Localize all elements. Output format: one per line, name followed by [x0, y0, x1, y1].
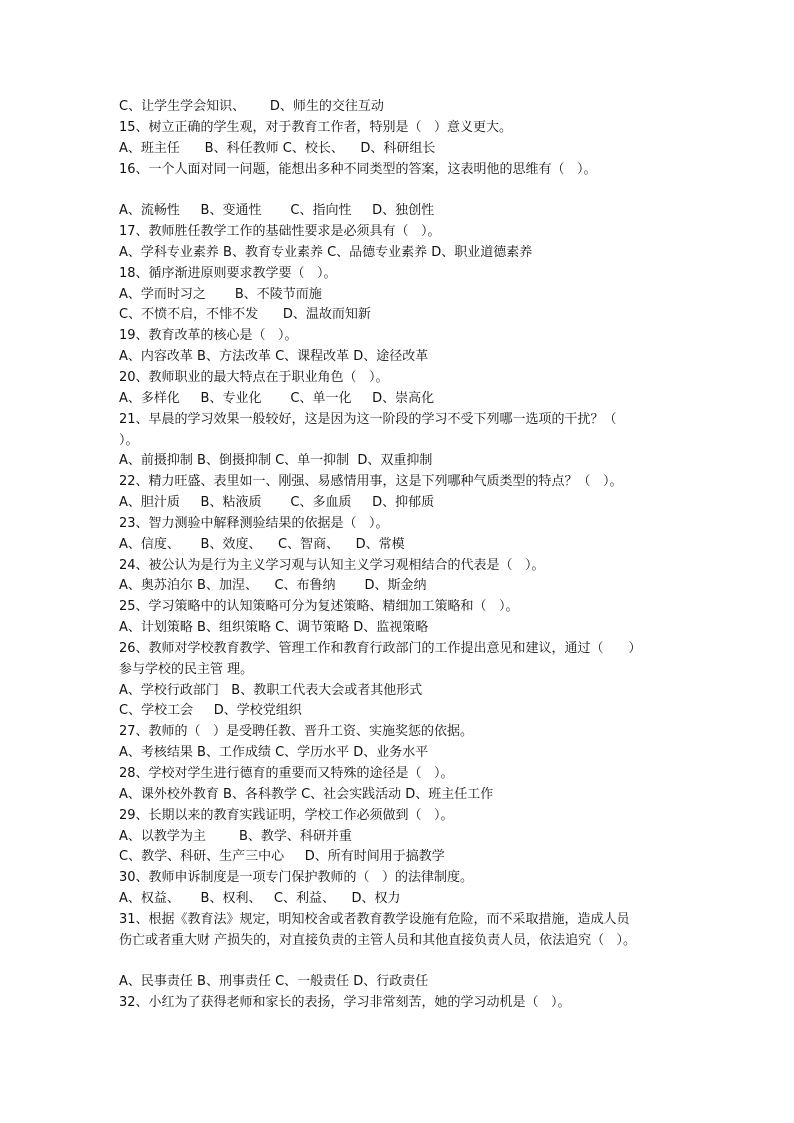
text-line: A、考核结果 B、工作成绩 C、学历水平 D、业务水平 [119, 745, 429, 761]
text-line: A、权益、 B、权利、 C、利益、 D、权力 [119, 891, 401, 907]
text-line: C、教学、科研、生产三中心 D、所有时间用于搞教学 [119, 849, 445, 865]
text-line: A、课外校外教育 B、各科教学 C、社会实践活动 D、班主任工作 [119, 786, 494, 802]
text-line: 21、早晨的学习效果一般较好，这是因为这一阶段的学习不受下列哪一选项的干扰？（ [119, 411, 617, 427]
text-line: 16、一个人面对同一问题，能想出多种不同类型的答案，这表明他的思维有（ ）。 [119, 161, 597, 177]
text-line: A、内容改革 B、方法改革 C、课程改革 D、途径改革 [119, 349, 429, 365]
text-line: 15、树立正确的学生观，对于教育工作者，特别是（ ）意义更大。 [119, 119, 512, 135]
text-line: A、班主任 B、科任教师 C、校长、 D、科研组长 [119, 140, 436, 156]
text-line: ）。 [119, 432, 139, 448]
text-line: 19、教育改革的核心是（ ）。 [119, 328, 298, 344]
blank-line [119, 952, 699, 973]
text-line: 25、学习策略中的认知策略可分为复述策略、精细加工策略和（ ）。 [119, 599, 519, 615]
text-line: A、流畅性 B、变通性 C、指向性 D、独创性 [119, 203, 435, 219]
text-line: A、学而时习之 B、不陵节而施 [119, 286, 322, 302]
text-line: A、民事责任 B、刑事责任 C、一般责任 D、行政责任 [119, 974, 429, 990]
text-line: C、学校工会 D、学校党组织 [119, 703, 302, 719]
document-body [119, 97, 699, 1014]
text-line: A、学科专业素养 B、教育专业素养 C、品德专业素养 D、职业道德素养 [119, 244, 533, 260]
text-line: 28、学校对学生进行德育的重要而又特殊的途径是（ ）。 [119, 766, 454, 781]
text-line: A、计划策略 B、组织策略 C、调节策略 D、监视策略 [119, 620, 429, 636]
text-line: 30、教师申诉制度是一项专门保护教师的（ ）的法律制度。 [119, 870, 473, 886]
text-line: A、信度、 B、效度、 C、智商、 D、常模 [119, 536, 405, 552]
text-line: 24、被公认为是行为主义学习观与认知主义学习观相结合的代表是（ ）。 [119, 557, 545, 573]
text-line: A、胆汁质 B、粘液质 C、多血质 D、抑郁质 [119, 495, 435, 511]
text-line: 29、长期以来的教育实践证明，学校工作必须做到（ ）。 [119, 807, 454, 823]
text-line: C、让学生学会知识、 D、师生的交往互动 [119, 99, 384, 114]
text-line: A、前摄抑制 B、倒摄抑制 C、单一抑制 D、双重抑制 [119, 453, 433, 469]
text-line: 26、教师对学校教育教学、管理工作和教育行政部门的工作提出意见和建议，通过（ ） [119, 640, 642, 656]
text-line: A、以教学为主 B、教学、科研并重 [119, 828, 352, 844]
text-line: 参与学校的民主管 理。 [119, 661, 254, 677]
text-line: 23、智力测验中解释测验结果的依据是（ ）。 [119, 515, 389, 531]
text-line: A、奥苏泊尔 B、加涅、 C、布鲁纳 D、斯金纳 [119, 578, 427, 594]
text-line: 31、根据《教育法》规定，明知校舍或者教育教学设施有危险，而不采取措施，造成人员 [119, 911, 630, 927]
text-line: 32、小红为了获得老师和家长的表扬，学习非常刻苦，她的学习动机是（ ）。 [119, 995, 571, 1011]
text-line: 伤亡或者重大财 产损失的，对直接负责的主管人员和其他直接负责人员，依法追究（ ）。 [119, 932, 637, 948]
text-line: A、学校行政部门 B、教职工代表大会或者其他形式 [119, 682, 423, 698]
text-line: 20、教师职业的最大特点在于职业角色（ ）。 [119, 369, 389, 385]
text-line: C、不愤不启，不悱不发 D、温故而知新 [119, 307, 371, 323]
text-line: 27、教师的（ ）是受聘任教、晋升工资、实施奖惩的依据。 [119, 724, 473, 740]
text-line: A、多样化 B、专业化 C、单一化 D、崇高化 [119, 390, 435, 406]
blank-line [119, 180, 699, 201]
text-line: 17、教师胜任教学工作的基础性要求是必须具有（ ）。 [119, 224, 441, 240]
text-line: 22、精力旺盛、表里如一、刚强、易感情用事，这是下列哪种气质类型的特点？（ ）。 [119, 474, 623, 490]
text-line: 18、循序渐进原则要求教学要（ ）。 [119, 265, 337, 281]
